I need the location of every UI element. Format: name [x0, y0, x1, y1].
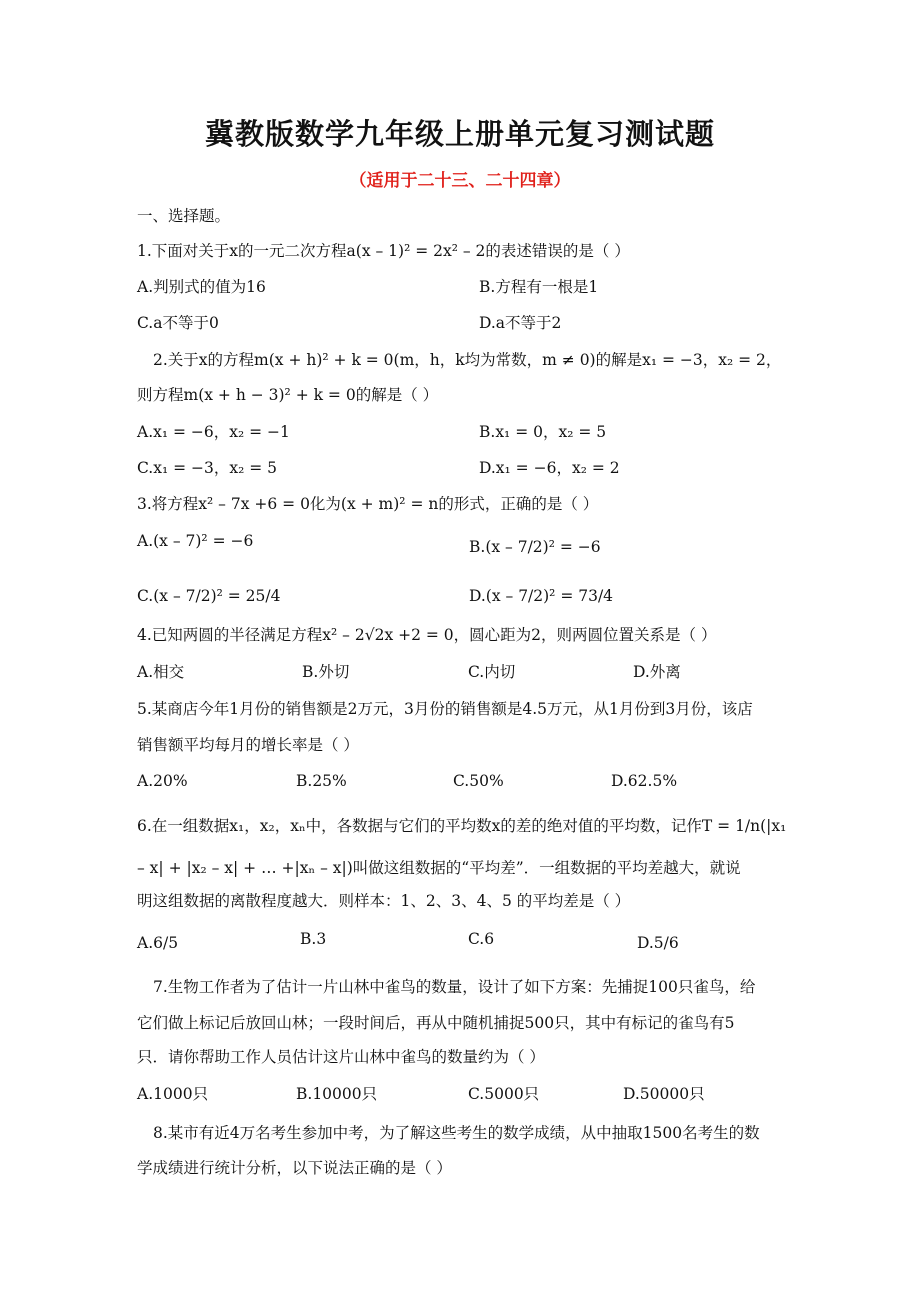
question-2-line-1: 2.关于x的方程m(x + h)² + k = 0(m，h，k均为常数，m ≠ 0)的解是x₁ = −3，x₂ = 2， — [153, 351, 782, 369]
question-7-option-a: A.1000只 — [137, 1085, 209, 1103]
question-3-option-a: A.(x – 7)² = −6 — [137, 532, 254, 550]
question-2-option-a: A.x₁ = −6，x₂ = −1 — [137, 423, 290, 441]
question-1-option-c: C.a不等于0 — [137, 314, 219, 332]
question-6-option-c: C.6 — [468, 930, 495, 948]
document-title: 冀教版数学九年级上册单元复习测试题 — [204, 117, 715, 151]
question-4-option-d: D.外离 — [633, 663, 681, 681]
question-7-option-c: C.5000只 — [468, 1085, 540, 1103]
question-5-option-a: A.20% — [137, 772, 188, 790]
question-7-line-3: 只．请你帮助工作人员估计这片山林中雀鸟的数量约为（ ） — [137, 1048, 545, 1066]
question-3-option-c: C.(x – 7/2)² = 25/4 — [137, 587, 281, 605]
question-3-line-1: 3.将方程x² – 7x +6 = 0化为(x + m)² = n的形式，正确的是（ ） — [137, 495, 599, 513]
question-2-option-b: B.x₁ = 0，x₂ = 5 — [479, 423, 607, 441]
question-7-line-2: 它们做上标记后放回山林；一段时间后，再从中随机捕捉500只，其中有标记的雀鸟有5 — [137, 1014, 735, 1032]
document-subtitle: （适用于二十三、二十四章） — [349, 171, 571, 191]
question-5-option-d: D.62.5% — [611, 772, 678, 790]
question-1-line-1: 1.下面对关于x的一元二次方程a(x – 1)² = 2x² – 2的表述错误的是（ ） — [137, 242, 630, 260]
question-7-option-b: B.10000只 — [296, 1085, 378, 1103]
question-4-option-a: A.相交 — [137, 663, 185, 681]
question-4-option-b: B.外切 — [302, 663, 350, 681]
question-1-option-a: A.判别式的值为16 — [137, 278, 266, 296]
question-2-option-d: D.x₁ = −6，x₂ = 2 — [479, 459, 620, 477]
question-6-option-b: B.3 — [300, 930, 327, 948]
question-6-line-3: 明这组数据的离散程度越大．则样本：1、2、3、4、5 的平均差是（ ） — [137, 892, 631, 910]
question-4-option-c: C.内切 — [468, 663, 516, 681]
question-3-option-b: B.(x – 7/2)² = −6 — [469, 538, 601, 556]
question-5-option-b: B.25% — [296, 772, 347, 790]
question-5-option-c: C.50% — [453, 772, 504, 790]
question-2-line-2: 则方程m(x + h − 3)² + k = 0的解是（ ） — [137, 386, 439, 404]
question-2-option-c: C.x₁ = −3，x₂ = 5 — [137, 459, 278, 477]
question-6-option-d: D.5/6 — [637, 934, 679, 952]
question-4-line-1: 4.已知两圆的半径满足方程x² – 2√2x +2 = 0，圆心距为2，则两圆位置关系是（ ） — [137, 626, 717, 644]
question-1-option-b: B.方程有一根是1 — [479, 278, 599, 296]
question-6-option-a: A.6/5 — [137, 934, 179, 952]
question-5-line-2: 销售额平均每月的增长率是（ ） — [137, 736, 359, 754]
section-heading: 一、选择题。 — [137, 207, 231, 225]
question-3-option-d: D.(x – 7/2)² = 73/4 — [469, 587, 614, 605]
question-7-option-d: D.50000只 — [623, 1085, 705, 1103]
question-7-line-1: 7.生物工作者为了估计一片山林中雀鸟的数量，设计了如下方案：先捕捉100只雀鸟，给 — [153, 978, 756, 996]
question-1-option-d: D.a不等于2 — [479, 314, 562, 332]
question-8-line-2: 学成绩进行统计分析，以下说法正确的是（ ） — [137, 1159, 452, 1177]
question-8-line-1: 8.某市有近4万名考生参加中考，为了解这些考生的数学成绩，从中抽取1500名考生的数 — [153, 1124, 760, 1142]
question-5-line-1: 5.某商店今年1月份的销售额是2万元，3月份的销售额是4.5万元，从1月份到3月份，该店 — [137, 700, 753, 718]
question-6-line-1: 6.在一组数据x₁，x₂，xₙ中，各数据与它们的平均数x的差的绝对值的平均数，记作T = 1/n(|x₁ — [137, 817, 787, 835]
question-6-line-2: – x| + |x₂ – x| + … +|xₙ – x|)叫做这组数据的“平均差”．一组数据的平均差越大，就说 — [137, 859, 741, 877]
